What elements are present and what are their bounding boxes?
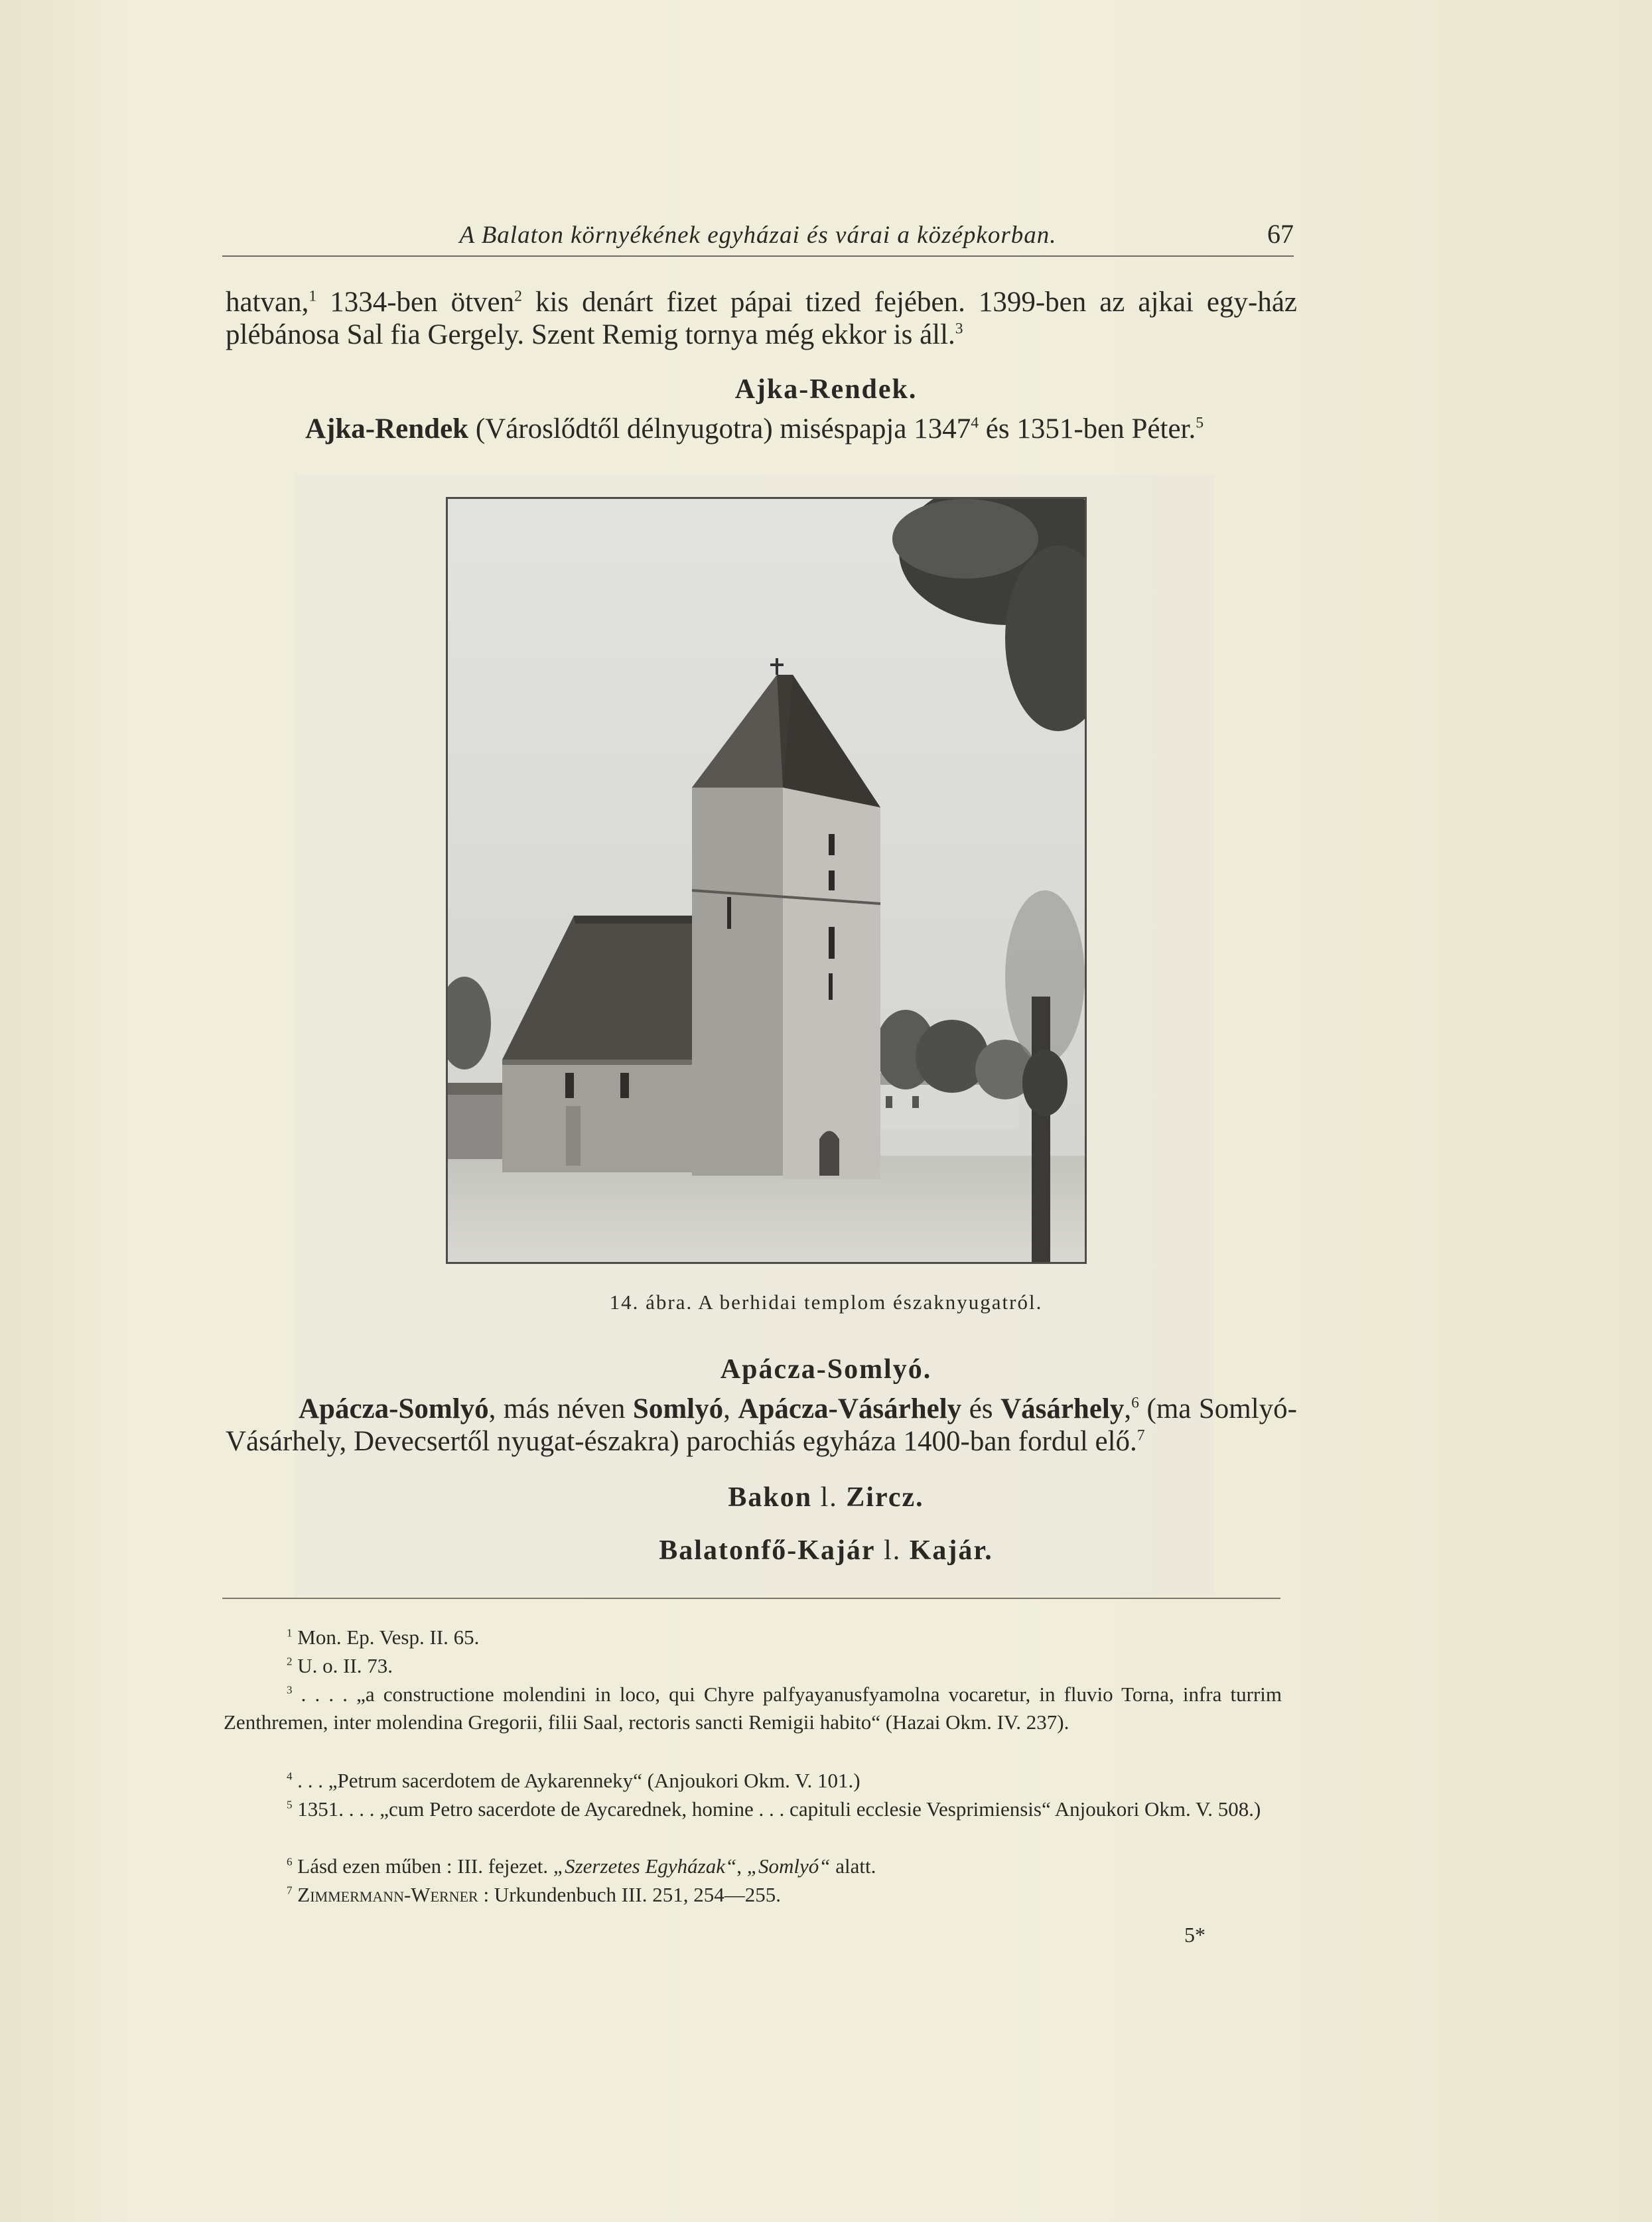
crossref-bakon (0, 1482, 1652, 1513)
paragraph-hatvan (226, 287, 1297, 351)
text: (Városlődtől délnyugotra) miséspapja 1347 (468, 413, 971, 445)
footnote-mark: 5 (287, 1798, 293, 1811)
text: , (1124, 1393, 1132, 1424)
footnote-divider (222, 1598, 1280, 1599)
footnote-italic: „Somlyó“ (746, 1854, 831, 1878)
text: és (961, 1393, 1001, 1424)
crossref-see: l. (875, 1535, 910, 1566)
footnote-italic: „Szerzetes Egyházak“ (553, 1854, 737, 1878)
footnote-4 (224, 1767, 1282, 1795)
alias-name: Apácza-Vásárhely (738, 1393, 962, 1424)
entry-name: Ajka-Rendek (305, 413, 469, 445)
crossref-target[interactable]: Kajár. (909, 1535, 993, 1566)
author-name: Zimmermann-Werner (292, 1883, 478, 1906)
text: kis denárt fizet pápai tized fejében. 1399-ben az ajkai egy-ház plébánosa Sal fia Gergely. Szent Remig tornya még ekkor is áll. (226, 287, 1298, 350)
footnote-ref-4[interactable]: 4 (971, 414, 979, 432)
crossref-target[interactable]: Zircz. (846, 1482, 924, 1513)
section-heading-ajka-rendek: Ajka-Rendek. (734, 374, 918, 405)
footnote-ref-6[interactable]: 6 (1131, 1394, 1139, 1412)
section-heading-apacza-somlyo: Apácza-Somlyó. (720, 1354, 932, 1385)
footnote-mark: 6 (287, 1855, 293, 1868)
footnote-ref-2[interactable]: 2 (514, 287, 522, 305)
paragraph-apacza-somlyo (226, 1393, 1297, 1458)
footnote-ref-5[interactable]: 5 (1196, 414, 1204, 432)
footnote-text: . . . „Petrum sacerdotem de Aykarenneky“ (Anjoukori Okm. V. 101.) (292, 1769, 860, 1792)
figure-caption: 14. ábra. A berhidai templom északnyugatról. (609, 1290, 1043, 1314)
footnote-7 (224, 1881, 1282, 1909)
text: hatvan, (226, 287, 309, 318)
text: , más néven (488, 1393, 633, 1424)
church-photo (446, 497, 1087, 1264)
crossref-see: l. (812, 1482, 847, 1513)
footnote-mark: 3 (287, 1683, 293, 1697)
footnote-text: : Urkundenbuch III. 251, 254—255. (478, 1883, 781, 1906)
text: és 1351-ben Péter. (979, 413, 1196, 445)
crossref-balatonfo-kajar (0, 1535, 1652, 1566)
footnote-text: Mon. Ep. Vesp. II. 65. (292, 1626, 480, 1649)
running-title: A Balaton környékének egyházai és várai a középkorban. (459, 222, 1057, 249)
running-header (222, 221, 1294, 257)
footnote-text: , (736, 1854, 747, 1878)
alias-name: Somlyó (632, 1393, 724, 1424)
paragraph-ajka-rendek (226, 413, 1297, 446)
footnote-6 (224, 1852, 1282, 1880)
footnote-1 (224, 1624, 1282, 1651)
footnote-mark: 7 (287, 1884, 293, 1897)
crossref-entry: Balatonfő-Kajár (659, 1535, 876, 1566)
footnote-ref-7[interactable]: 7 (1136, 1426, 1145, 1444)
footnote-text: Lásd ezen műben : III. fejezet. (292, 1854, 553, 1878)
text: , (723, 1393, 738, 1424)
footnote-text: alatt. (830, 1854, 876, 1878)
footnote-text: U. o. II. 73. (292, 1654, 393, 1677)
footnote-3 (224, 1681, 1282, 1736)
alias-name: Vásárhely (1000, 1393, 1125, 1424)
footnote-2 (224, 1652, 1282, 1680)
footnote-ref-1[interactable]: 1 (309, 287, 317, 305)
footnote-5 (224, 1795, 1282, 1823)
text: 1334-ben ötven (316, 287, 515, 318)
footnote-mark: 1 (287, 1626, 293, 1639)
footnote-text: 1351. . . . „cum Petro sacerdote de Aycarednek, homine . . . capituli ecclesie Vesprimiensis“ Anjoukori Okm. V. 508.) (292, 1797, 1261, 1821)
text: (ma Somlyó-Vásárhely, Devecsertől nyugat-északra) parochiás egyháza 1400-ban fordul elő. (226, 1393, 1298, 1457)
signature-mark: 5* (1184, 1923, 1205, 1947)
footnote-mark: 2 (287, 1655, 293, 1668)
footnote-ref-3[interactable]: 3 (955, 320, 963, 338)
footnote-mark: 4 (287, 1770, 293, 1783)
page-number: 67 (1267, 219, 1294, 249)
crossref-entry: Bakon (728, 1482, 813, 1513)
footnote-text: . . . . „a constructione molendini in loco, qui Chyre palfyayanusfyamolna vocaretur, in fluvio Torna, infra turrim Zenthremen, inter molendina Gregorii, filii Saal, rectoris sancti Remigii habito“ (Hazai Okm. IV. 237). (224, 1683, 1282, 1734)
church-photo-illustration (448, 499, 1085, 1262)
entry-name: Apácza-Somlyó (299, 1393, 489, 1424)
